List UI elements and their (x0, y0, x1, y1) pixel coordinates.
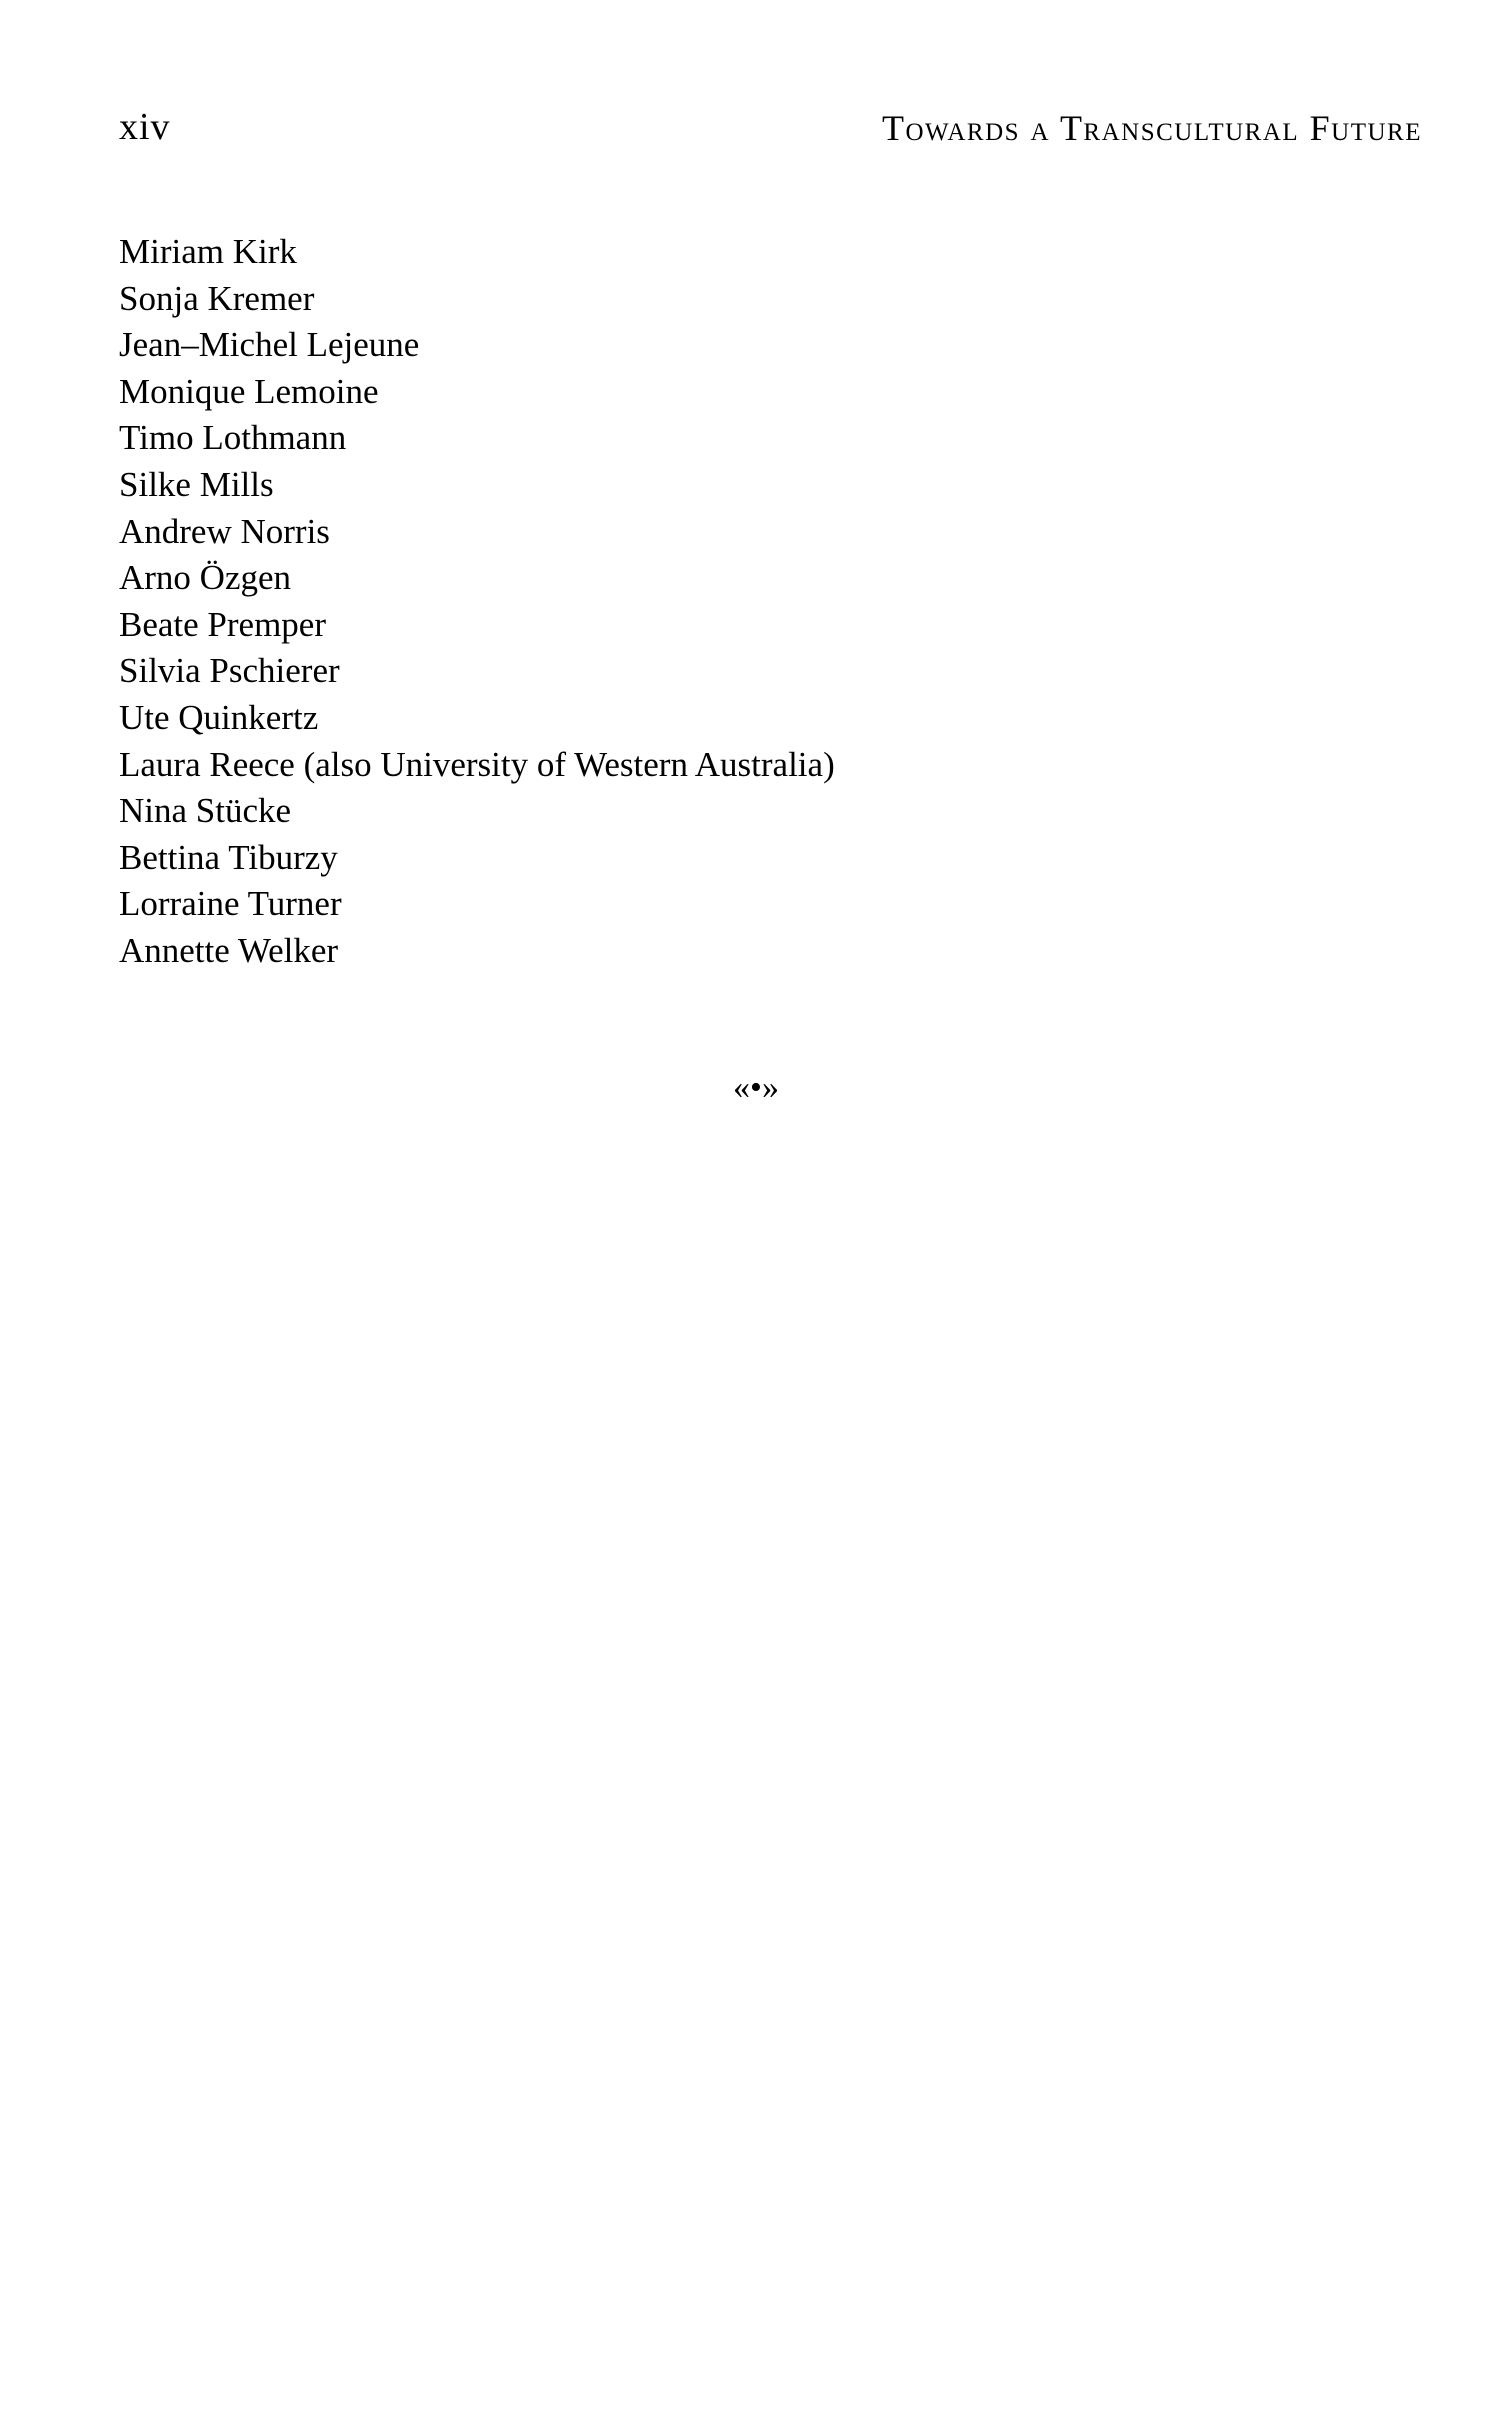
list-item: Nina Stücke (119, 791, 292, 831)
list-item: Sonja Kremer (119, 278, 315, 318)
list-item: Silvia Pschierer (119, 651, 340, 691)
list-item: Laura Reece (also University of Western Australia) (119, 744, 835, 784)
list-item: Lorraine Turner (119, 884, 342, 924)
list-item: Arno Özgen (119, 558, 292, 598)
list-item: Andrew Norris (119, 511, 330, 551)
section-ornament: «•» (733, 1069, 779, 1106)
list-item: Miriam Kirk (119, 232, 297, 271)
list-item: Bettina Tiburzy (119, 837, 338, 877)
running-head: Towards a Transcultural Future (881, 108, 1422, 148)
list-item: Annette Welker (119, 930, 339, 970)
list-item: Ute Quinkertz (119, 697, 319, 737)
list-item: Jean–Michel Lejeune (119, 325, 420, 365)
list-item: Monique Lemoine (119, 371, 379, 411)
name-list (119, 229, 835, 975)
list-item: Timo Lothmann (119, 418, 347, 458)
list-item: Beate Premper (119, 604, 326, 644)
list-item: Silke Mills (119, 464, 274, 504)
page-number: xiv (119, 106, 171, 148)
